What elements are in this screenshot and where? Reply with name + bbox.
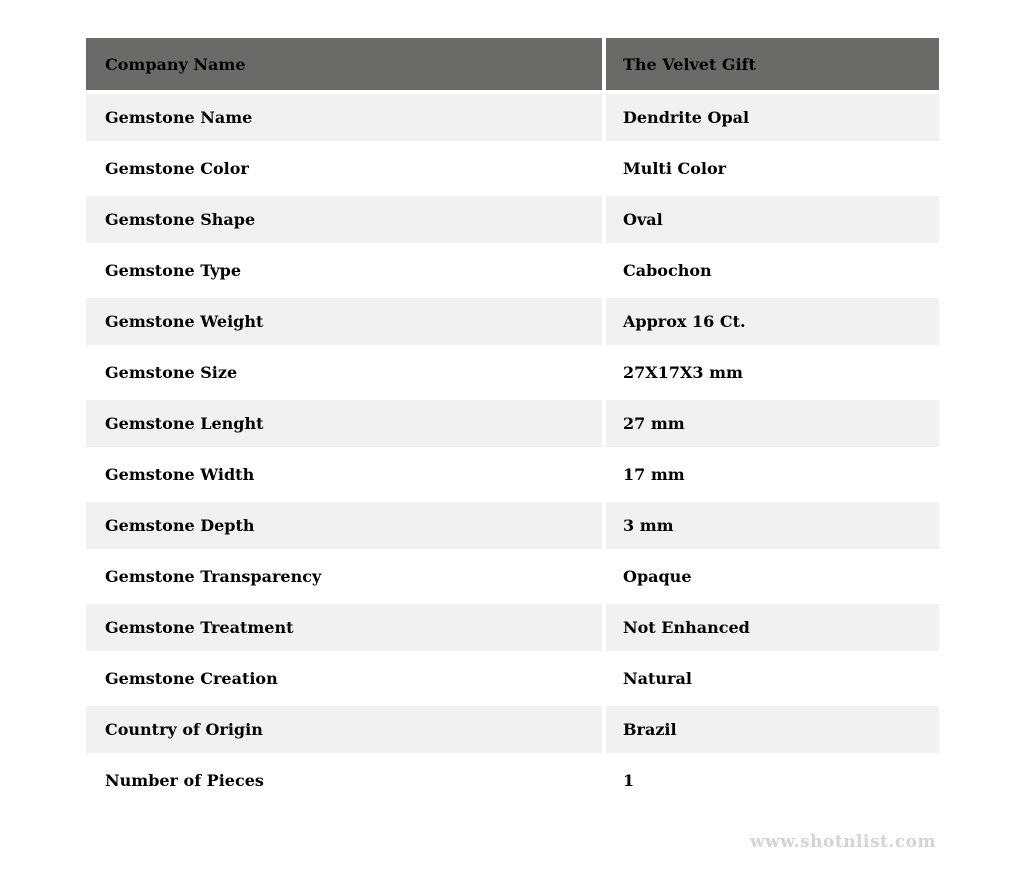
row-label: Gemstone Creation xyxy=(86,655,602,702)
header-label-cell: Company Name xyxy=(86,38,602,90)
table-header-row xyxy=(86,38,939,90)
row-value: 3 mm xyxy=(606,502,939,549)
row-label: Gemstone Width xyxy=(86,451,602,498)
row-value: Brazil xyxy=(606,706,939,753)
row-label: Gemstone Shape xyxy=(86,196,602,243)
table-row xyxy=(86,451,939,498)
gemstone-spec-table xyxy=(82,34,943,808)
table-row xyxy=(86,400,939,447)
row-label: Number of Pieces xyxy=(86,757,602,804)
site-watermark: www.shotnlist.com xyxy=(749,832,936,852)
row-label: Gemstone Name xyxy=(86,94,602,141)
table-row xyxy=(86,706,939,753)
table-row xyxy=(86,655,939,702)
row-value: Cabochon xyxy=(606,247,939,294)
table-row xyxy=(86,298,939,345)
row-value: Not Enhanced xyxy=(606,604,939,651)
row-value: 27X17X3 mm xyxy=(606,349,939,396)
row-value: Multi Color xyxy=(606,145,939,192)
row-value: Opaque xyxy=(606,553,939,600)
row-value: Oval xyxy=(606,196,939,243)
table-row xyxy=(86,553,939,600)
table-row xyxy=(86,757,939,804)
row-value: 17 mm xyxy=(606,451,939,498)
row-label: Country of Origin xyxy=(86,706,602,753)
row-label: Gemstone Size xyxy=(86,349,602,396)
spec-table-body xyxy=(86,38,939,90)
table-row xyxy=(86,604,939,651)
table-row xyxy=(86,196,939,243)
table-row xyxy=(86,247,939,294)
row-label: Gemstone Treatment xyxy=(86,604,602,651)
row-value: Approx 16 Ct. xyxy=(606,298,939,345)
row-label: Gemstone Weight xyxy=(86,298,602,345)
row-value: 27 mm xyxy=(606,400,939,447)
row-value: Natural xyxy=(606,655,939,702)
row-value: 1 xyxy=(606,757,939,804)
row-label: Gemstone Type xyxy=(86,247,602,294)
row-label: Gemstone Transparency xyxy=(86,553,602,600)
row-label: Gemstone Color xyxy=(86,145,602,192)
row-value: Dendrite Opal xyxy=(606,94,939,141)
table-row xyxy=(86,145,939,192)
table-row xyxy=(86,349,939,396)
spec-rows xyxy=(86,94,939,804)
table-row xyxy=(86,94,939,141)
table-row xyxy=(86,502,939,549)
row-label: Gemstone Lenght xyxy=(86,400,602,447)
row-label: Gemstone Depth xyxy=(86,502,602,549)
header-value-cell: The Velvet Gift xyxy=(606,38,939,90)
